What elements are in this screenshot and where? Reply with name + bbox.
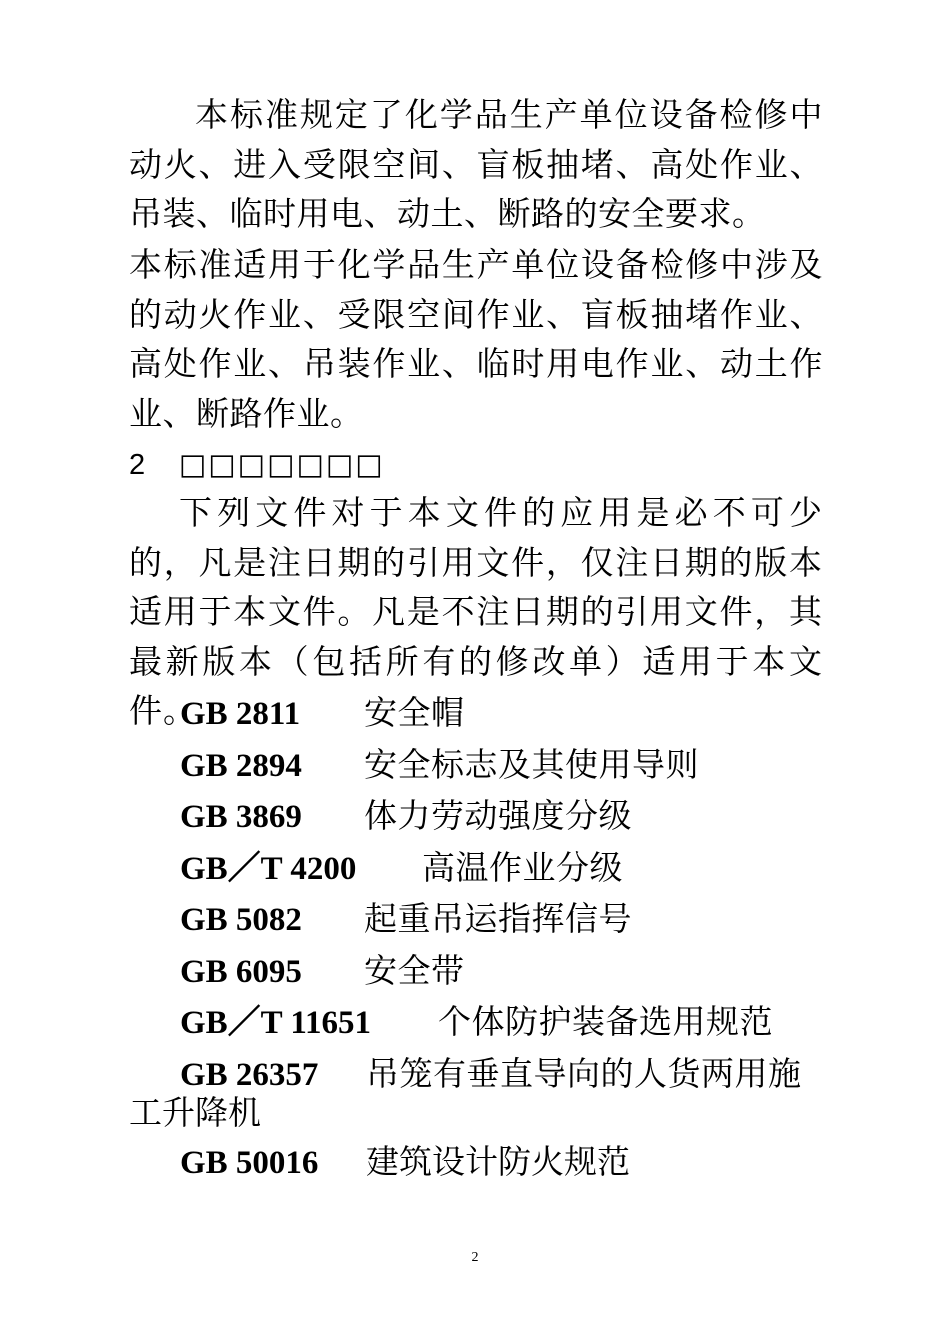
reference-item <box>180 688 823 740</box>
reference-code: GB 26357 <box>180 1056 319 1093</box>
reference-code: GB 2894 <box>180 747 302 784</box>
reference-name: 安全标志及其使用导则 <box>364 744 699 784</box>
reference-code: GB 6095 <box>180 953 302 990</box>
reference-code: GB／T 4200 <box>180 850 357 887</box>
reference-code: GB 50016 <box>180 1145 319 1181</box>
reference-code: GB 5082 <box>180 902 302 938</box>
reference-item <box>180 1049 823 1101</box>
page-number: 2 <box>471 1250 479 1265</box>
references-intro-paragraph: 下列文件对于本文件的应用是必不可少的，凡是注日期的引用文件，仅注日期的版本适用于本文件。凡是不注日期的引用文件，其最新版本（包括所有的修改单）适用于本文件。 <box>129 493 823 730</box>
reference-name: 安全带 <box>364 950 465 990</box>
reference-name: 起重吊运指挥信号 <box>364 899 632 938</box>
reference-code: GB 2811 <box>180 696 301 732</box>
reference-item <box>180 894 823 946</box>
reference-name: 建筑设计防火规范 <box>366 1142 630 1181</box>
scope-paragraph: 本标准规定了化学品生产单位设备检修中动火、进入受限空间、盲板抽堵、高处作业、吊装、临时用电、动土、断路的安全要求。 <box>129 95 823 233</box>
reference-name: 高温作业分级 <box>422 847 623 887</box>
reference-item <box>180 843 823 895</box>
reference-item <box>180 946 823 998</box>
reference-name: 安全帽 <box>364 693 465 732</box>
reference-list <box>180 688 823 1100</box>
reference-name: 吊笼有垂直导向的人货两用施 <box>366 1053 802 1093</box>
reference-item <box>180 791 823 843</box>
reference-code: GB 3869 <box>180 799 302 835</box>
section-number: 2 <box>129 449 146 481</box>
section-title: □□□□□□□ <box>179 447 385 481</box>
reference-name: 体力劳动强度分级 <box>364 796 632 835</box>
reference-code: GB／T 11651 <box>180 1005 372 1041</box>
section-heading <box>129 444 385 485</box>
applicability-paragraph: 本标准适用于化学品生产单位设备检修中涉及的动火作业、受限空间作业、盲板抽堵作业、高处作业、吊装作业、临时用电作业、动土作业、断路作业。 <box>129 245 823 433</box>
reference-item <box>180 997 823 1049</box>
reference-item <box>180 740 823 792</box>
reference-continuation: 工升降机 <box>129 1093 261 1132</box>
reference-item <box>180 1137 630 1189</box>
reference-name: 个体防护装备选用规范 <box>438 1002 773 1041</box>
